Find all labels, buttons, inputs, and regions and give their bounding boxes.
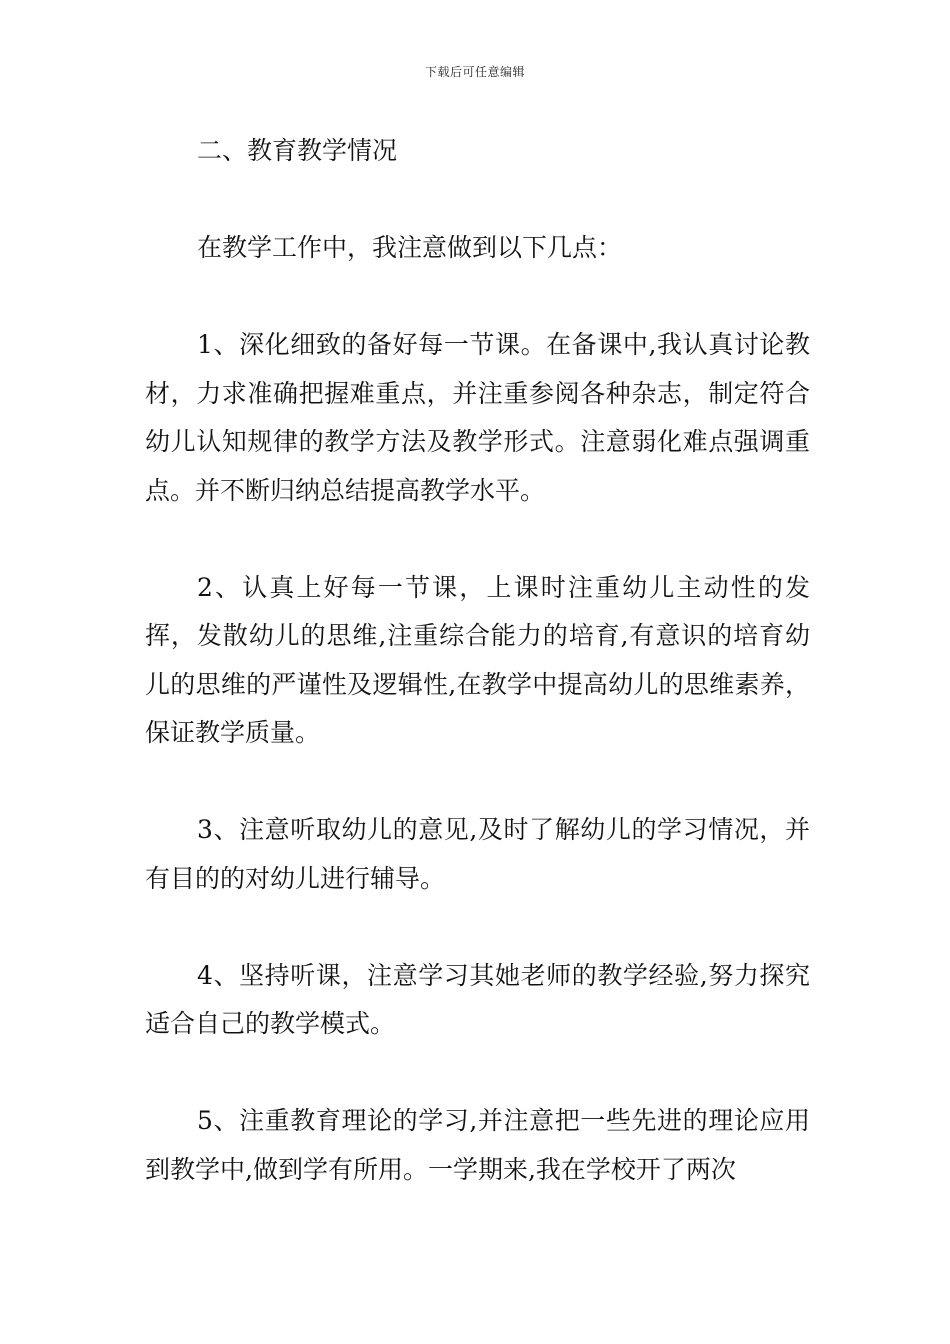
page-header: 下载后可任意编辑 [424, 65, 525, 79]
paragraph-gap [145, 273, 810, 322]
paragraph-item-1: 1、深化细致的备好每一节课。在备课中,我认真讨论教材，力求准确把握难重点，并注重参阅各种杂志，制定符合幼儿认知规律的教学方法及教学形式。注意弱化难点强调重点。并不断归纳总结提高教学水平。 [145, 330, 810, 505]
section-title: 二、教育教学情况 [197, 136, 398, 165]
paragraph-gap [145, 903, 810, 952]
paragraph-gap [145, 176, 810, 225]
paragraph-item-4: 4、坚持听课，注意学习其她老师的教学经验,努力探究适合自己的教学模式。 [145, 960, 810, 1038]
paragraph-gap [145, 1049, 810, 1098]
paragraph-gap [145, 515, 810, 564]
paragraph-item-3: 3、注意听取幼儿的意见,及时了解幼儿的学习情况，并有目的的对幼儿进行辅导。 [145, 815, 810, 893]
document-body [145, 127, 810, 1194]
paragraph-item-5: 5、注重教育理论的学习,并注意把一些先进的理论应用到教学中,做到学有所用。一学期来,我在学校开了两次 [145, 1106, 810, 1184]
paragraph-item-2: 2、认真上好每一节课，上课时注重幼儿主动性的发挥，发散幼儿的思维,注重综合能力的培育,有意识的培育幼儿的思维的严谨性及逻辑性,在教学中提高幼儿的思维素养，保证教学质量。 [145, 572, 810, 747]
paragraph-gap [145, 758, 810, 807]
intro-paragraph: 在教学工作中，我注意做到以下几点： [197, 233, 623, 262]
